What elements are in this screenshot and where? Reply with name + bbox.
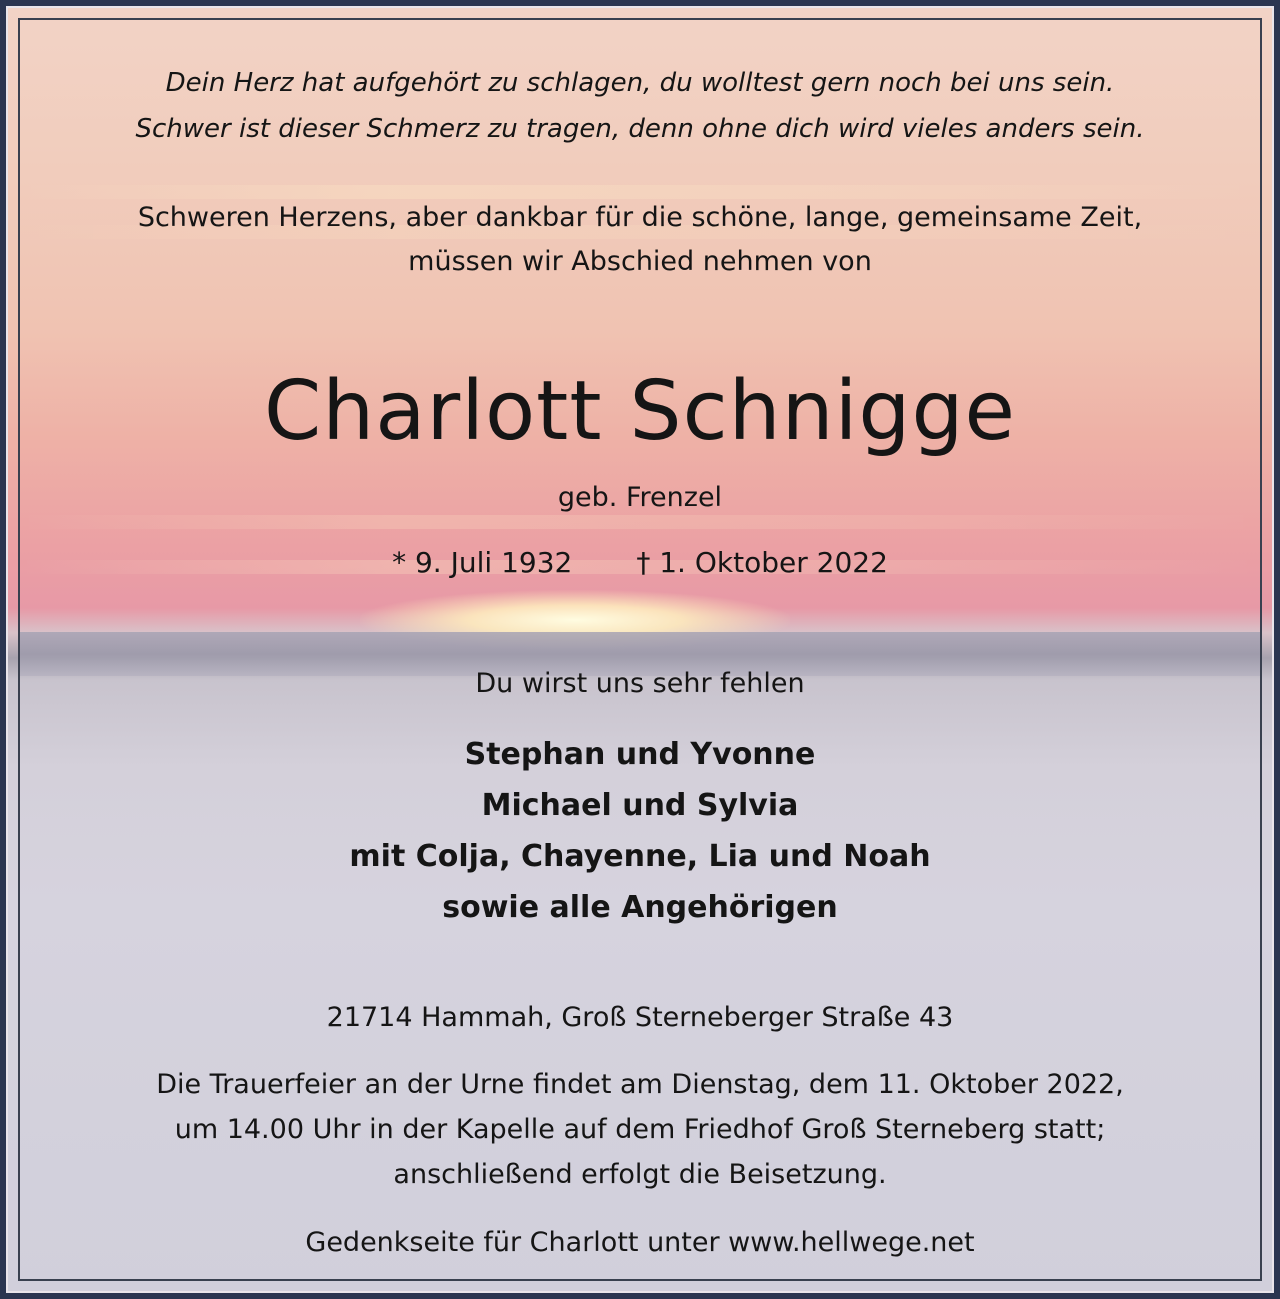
family-line: Stephan und Yvonne: [464, 737, 816, 772]
funeral-line: um 14.00 Uhr in der Kapelle auf dem Friedhof Groß Sterneberg statt;: [174, 1114, 1106, 1145]
verse-line: Schwer ist dieser Schmerz zu tragen, denn ohne dich wird vieles anders sein.: [135, 114, 1145, 144]
intro-text: [20, 196, 1260, 284]
family-signatures: [20, 729, 1260, 933]
funeral-info: [20, 1062, 1260, 1197]
family-line: Michael und Sylvia: [481, 788, 799, 823]
life-dates: [20, 543, 1260, 583]
family-line: sowie alle Angehörigen: [442, 890, 838, 925]
intro-line: Schweren Herzens, aber dankbar für die schöne, lange, gemeinsame Zeit,: [137, 202, 1143, 233]
funeral-line: anschließend erfolgt die Beisetzung.: [393, 1159, 887, 1190]
death-date: † 1. Oktober 2022: [636, 546, 888, 579]
memorial-page-link: Gedenkseite für Charlott unter www.hellwege.net: [305, 1227, 975, 1258]
intro-line: müssen wir Abschied nehmen von: [408, 246, 872, 277]
miss-line: Du wirst uns sehr fehlen: [475, 668, 805, 699]
maiden-name: geb. Frenzel: [557, 482, 723, 513]
address: 21714 Hammah, Groß Sterneberger Straße 43: [326, 1002, 954, 1033]
inner-border: [18, 18, 1262, 1281]
family-line: mit Colja, Chayenne, Lia und Noah: [349, 839, 931, 874]
verse: [20, 60, 1260, 152]
deceased-name: Charlott Schnigge: [264, 364, 1016, 459]
obituary-notice: [6, 6, 1274, 1293]
funeral-line: Die Trauerfeier an der Urne findet am Dienstag, dem 11. Oktober 2022,: [156, 1069, 1124, 1100]
birth-date: * 9. Juli 1932: [392, 546, 573, 579]
verse-line: Dein Herz hat aufgehört zu schlagen, du wolltest gern noch bei uns sein.: [165, 68, 1115, 98]
